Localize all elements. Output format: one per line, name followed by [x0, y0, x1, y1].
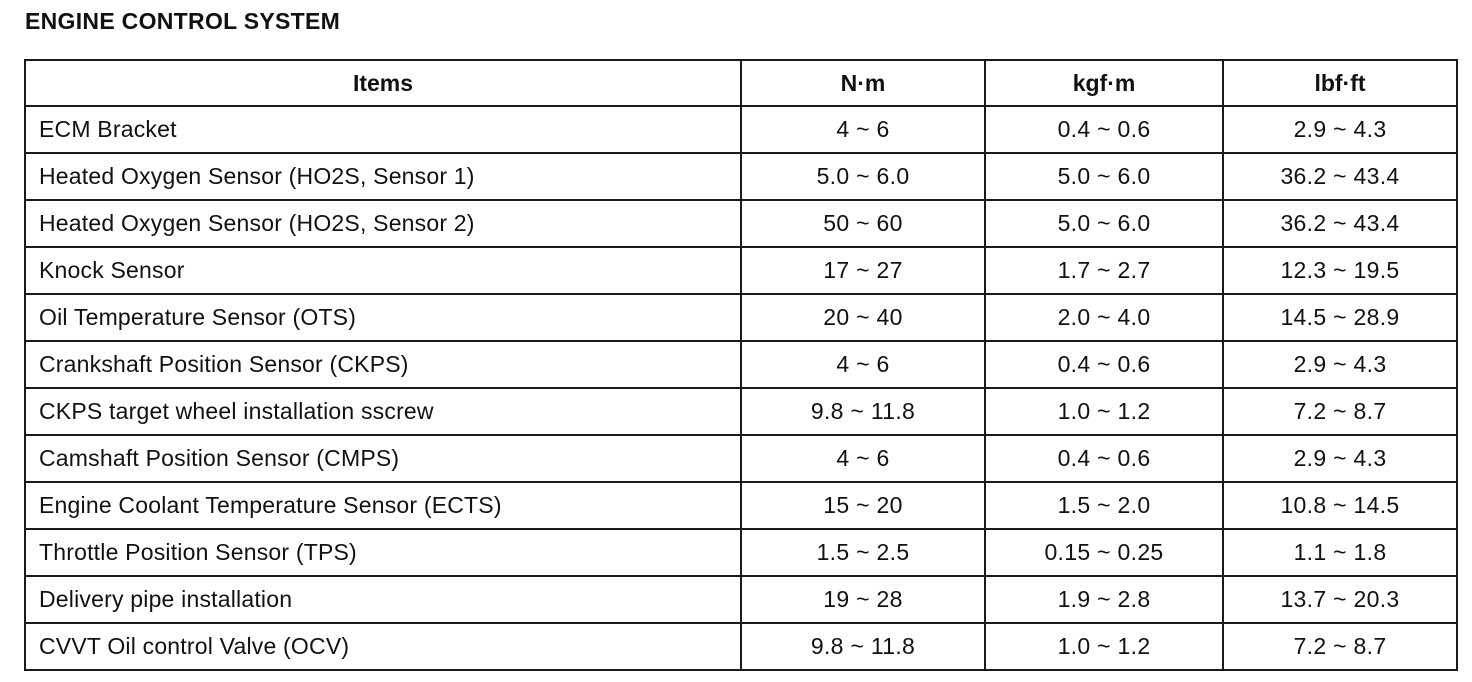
- lbfft-cell: 10.8 ~ 14.5: [1223, 482, 1457, 529]
- kgfm-cell: 0.15 ~ 0.25: [985, 529, 1223, 576]
- table-header-row: [25, 60, 1457, 106]
- nm-cell: 4 ~ 6: [741, 106, 985, 153]
- kgfm-cell: 1.5 ~ 2.0: [985, 482, 1223, 529]
- lbfft-cell: 14.5 ~ 28.9: [1223, 294, 1457, 341]
- torque-spec-table: [24, 59, 1458, 671]
- kgfm-cell: 2.0 ~ 4.0: [985, 294, 1223, 341]
- kgfm-cell: 5.0 ~ 6.0: [985, 200, 1223, 247]
- page-title: ENGINE CONTROL SYSTEM: [25, 8, 341, 34]
- item-cell: Knock Sensor: [25, 247, 741, 294]
- table-row: [25, 576, 1457, 623]
- nm-cell: 20 ~ 40: [741, 294, 985, 341]
- item-cell: Camshaft Position Sensor (CMPS): [25, 435, 741, 482]
- table-row: [25, 200, 1457, 247]
- item-cell: Throttle Position Sensor (TPS): [25, 529, 741, 576]
- nm-cell: 9.8 ~ 11.8: [741, 388, 985, 435]
- header-lbfft: lbf·ft: [1223, 60, 1457, 106]
- kgfm-cell: 5.0 ~ 6.0: [985, 153, 1223, 200]
- table-row: [25, 435, 1457, 482]
- lbfft-cell: 2.9 ~ 4.3: [1223, 341, 1457, 388]
- kgfm-cell: 1.7 ~ 2.7: [985, 247, 1223, 294]
- lbfft-cell: 2.9 ~ 4.3: [1223, 435, 1457, 482]
- lbfft-cell: 1.1 ~ 1.8: [1223, 529, 1457, 576]
- nm-cell: 1.5 ~ 2.5: [741, 529, 985, 576]
- item-cell: ECM Bracket: [25, 106, 741, 153]
- header-kgfm: kgf·m: [985, 60, 1223, 106]
- table-row: [25, 247, 1457, 294]
- nm-cell: 5.0 ~ 6.0: [741, 153, 985, 200]
- kgfm-cell: 0.4 ~ 0.6: [985, 106, 1223, 153]
- nm-cell: 17 ~ 27: [741, 247, 985, 294]
- nm-cell: 50 ~ 60: [741, 200, 985, 247]
- item-cell: Delivery pipe installation: [25, 576, 741, 623]
- nm-cell: 4 ~ 6: [741, 341, 985, 388]
- header-items: Items: [25, 60, 741, 106]
- item-cell: Oil Temperature Sensor (OTS): [25, 294, 741, 341]
- nm-cell: 15 ~ 20: [741, 482, 985, 529]
- table-row: [25, 529, 1457, 576]
- table-row: [25, 482, 1457, 529]
- lbfft-cell: 7.2 ~ 8.7: [1223, 388, 1457, 435]
- lbfft-cell: 2.9 ~ 4.3: [1223, 106, 1457, 153]
- kgfm-cell: 0.4 ~ 0.6: [985, 435, 1223, 482]
- table-row: [25, 153, 1457, 200]
- kgfm-cell: 0.4 ~ 0.6: [985, 341, 1223, 388]
- kgfm-cell: 1.9 ~ 2.8: [985, 576, 1223, 623]
- table-row: [25, 106, 1457, 153]
- table-row: [25, 623, 1457, 670]
- table-row: [25, 294, 1457, 341]
- item-cell: CVVT Oil control Valve (OCV): [25, 623, 741, 670]
- nm-cell: 4 ~ 6: [741, 435, 985, 482]
- lbfft-cell: 12.3 ~ 19.5: [1223, 247, 1457, 294]
- item-cell: Engine Coolant Temperature Sensor (ECTS): [25, 482, 741, 529]
- lbfft-cell: 36.2 ~ 43.4: [1223, 200, 1457, 247]
- nm-cell: 9.8 ~ 11.8: [741, 623, 985, 670]
- nm-cell: 19 ~ 28: [741, 576, 985, 623]
- kgfm-cell: 1.0 ~ 1.2: [985, 623, 1223, 670]
- kgfm-cell: 1.0 ~ 1.2: [985, 388, 1223, 435]
- table-row: [25, 341, 1457, 388]
- item-cell: Heated Oxygen Sensor (HO2S, Sensor 2): [25, 200, 741, 247]
- table-row: [25, 388, 1457, 435]
- lbfft-cell: 13.7 ~ 20.3: [1223, 576, 1457, 623]
- item-cell: Crankshaft Position Sensor (CKPS): [25, 341, 741, 388]
- lbfft-cell: 36.2 ~ 43.4: [1223, 153, 1457, 200]
- header-nm: N·m: [741, 60, 985, 106]
- item-cell: Heated Oxygen Sensor (HO2S, Sensor 1): [25, 153, 741, 200]
- lbfft-cell: 7.2 ~ 8.7: [1223, 623, 1457, 670]
- item-cell: CKPS target wheel installation sscrew: [25, 388, 741, 435]
